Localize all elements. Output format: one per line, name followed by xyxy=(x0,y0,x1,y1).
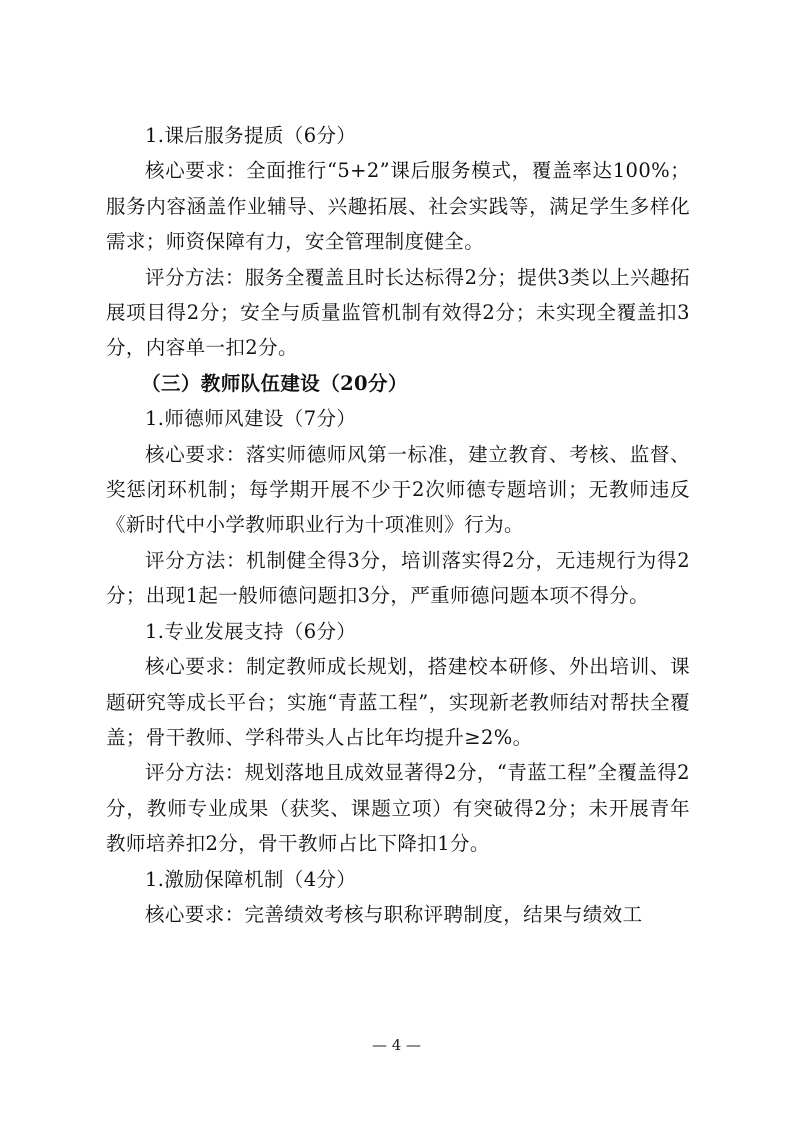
page-number: — 4 — xyxy=(371,1036,422,1054)
section-heading: （三）教师队伍建设（20分） xyxy=(141,371,408,395)
requirement-paragraph: 核心要求：全面推行“5+2”课后服务模式，覆盖率达100%；服务内容涵盖作业辅导、兴趣拓展、社会实践等，满足学生多样化需求；师资保障有力，安全管理制度健全。 xyxy=(106,159,690,254)
requirement-paragraph: 核心要求：落实师德师风第一标准，建立教育、考核、监督、奖惩闭环机制；每学期开展不少于2次师德专题培训；无教师违反《新时代中小学教师职业行为十项准则》行为。 xyxy=(106,442,690,537)
section-item-title: 1.专业发展支持（6分） xyxy=(145,619,357,643)
document-body xyxy=(106,118,690,932)
scoring-paragraph: 评分方法：规划落地且成效显著得2分，“青蓝工程”全覆盖得2分，教师专业成果（获奖、课题立项）有突破得2分；未开展青年教师培养扣2分，骨干教师占比下降扣1分。 xyxy=(106,761,690,856)
requirement-paragraph: 核心要求：制定教师成长规划，搭建校本研修、外出培训、课题研究等成长平台；实施“青蓝工程”，实现新老教师结对帮扶全覆盖；骨干教师、学科带头人占比年均提升≥2%。 xyxy=(106,655,690,749)
section-item-title: 1.师德师风建设（7分） xyxy=(145,407,357,431)
section-item-title: 1.激励保障机制（4分） xyxy=(145,867,357,891)
scoring-paragraph: 评分方法：服务全覆盖且时长达标得2分；提供3类以上兴趣拓展项目得2分；安全与质量监管机制有效得2分；未实现全覆盖扣3分，内容单一扣2分。 xyxy=(106,265,690,360)
requirement-paragraph: 核心要求：完善绩效考核与职称评聘制度，结果与绩效工 xyxy=(145,902,643,926)
scoring-paragraph: 评分方法：机制健全得3分，培训落实得2分，无违规行为得2分；出现1起一般师德问题扣3分，严重师德问题本项不得分。 xyxy=(106,548,690,608)
section-item-title: 1.课后服务提质（6分） xyxy=(145,124,357,147)
